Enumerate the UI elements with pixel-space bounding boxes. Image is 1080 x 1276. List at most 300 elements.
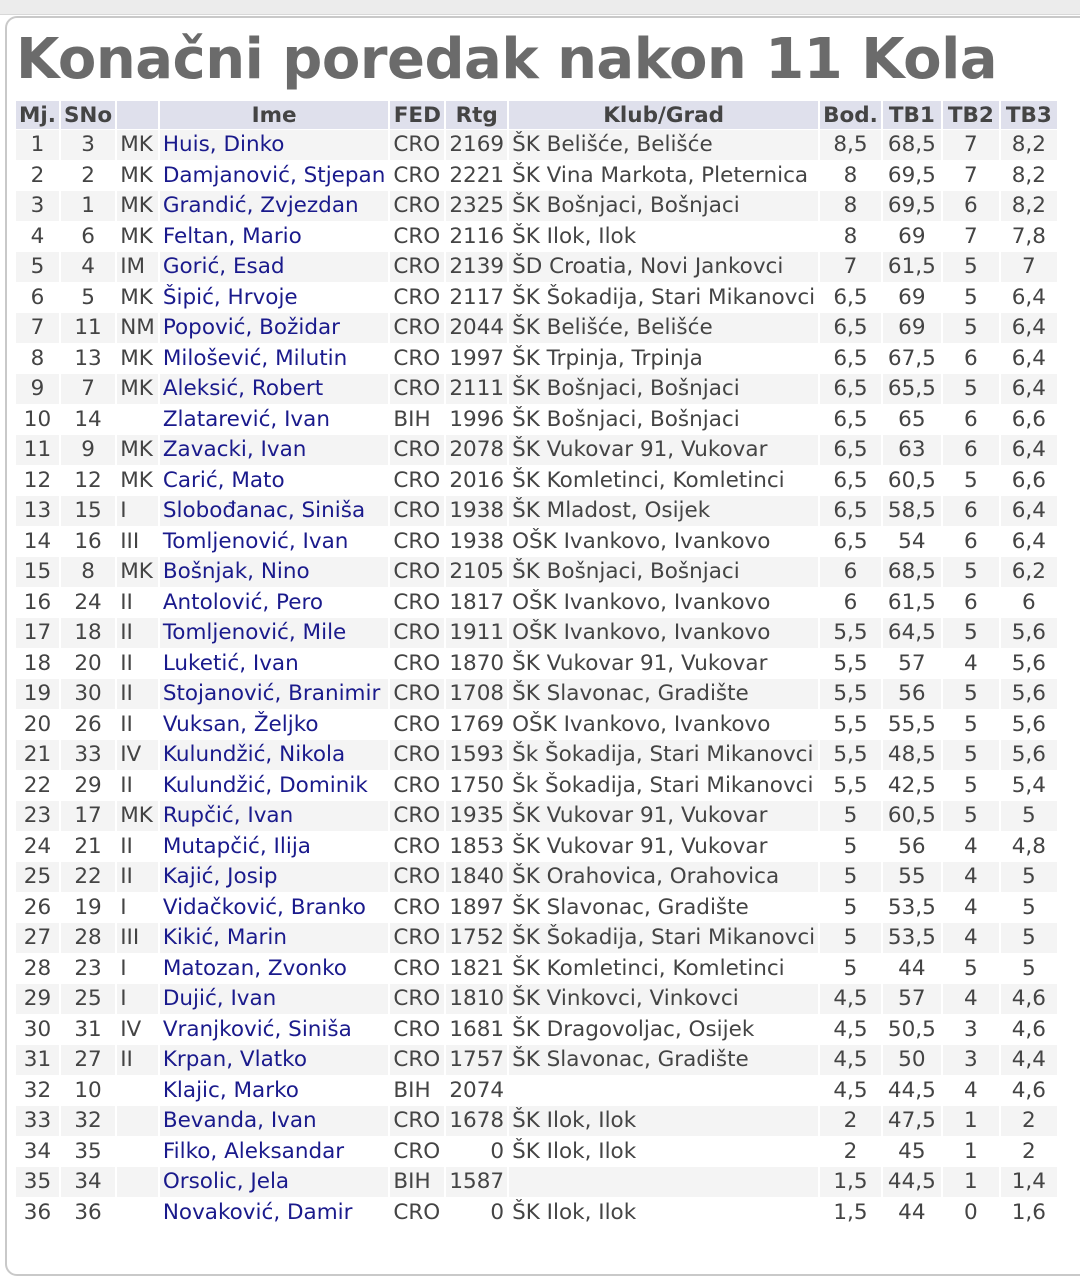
player-name-link[interactable]: Feltan, Mario [160,222,389,252]
cell-points: 4,5 [820,984,881,1014]
cell-tb1: 69,5 [883,191,941,221]
cell-club: Šk Šokadija, Stari Mikanovci [509,740,818,770]
header-title [117,101,158,129]
cell-sno: 10 [61,1076,115,1106]
cell-club: ŠK Vukovar 91, Vukovar [509,801,818,831]
cell-club: ŠK Šokadija, Stari Mikanovci [509,283,818,313]
table-row [16,466,1057,496]
cell-rank: 14 [16,527,59,557]
cell-title [117,1198,158,1228]
cell-rank: 31 [16,1045,59,1075]
cell-club: ŠK Orahovica, Orahovica [509,862,818,892]
cell-rating: 2221 [446,161,507,191]
cell-club: ŠK Bošnjaci, Bošnjaci [509,405,818,435]
cell-points: 5,5 [820,771,881,801]
cell-tb2: 5 [943,313,999,343]
cell-tb2: 7 [943,222,999,252]
cell-fed: CRO [390,1106,444,1136]
cell-tb2: 4 [943,984,999,1014]
cell-tb2: 5 [943,740,999,770]
header-sno: SNo [61,101,115,129]
cell-tb2: 6 [943,344,999,374]
cell-points: 8,5 [820,130,881,160]
cell-tb1: 44 [883,1198,941,1228]
cell-sno: 17 [61,801,115,831]
cell-title: II [117,710,158,740]
cell-points: 6,5 [820,374,881,404]
cell-rating: 2325 [446,191,507,221]
cell-sno: 4 [61,252,115,282]
cell-tb3: 5,6 [1001,618,1057,648]
cell-tb3: 6,4 [1001,527,1057,557]
table-row [16,191,1057,221]
cell-tb2: 5 [943,679,999,709]
table-row [16,1167,1057,1197]
cell-tb2: 4 [943,893,999,923]
cell-tb1: 56 [883,679,941,709]
cell-rating: 1840 [446,862,507,892]
header-tb3: TB3 [1001,101,1057,129]
cell-sno: 31 [61,1015,115,1045]
table-row [16,374,1057,404]
cell-title: IV [117,740,158,770]
cell-tb1: 69 [883,313,941,343]
cell-points: 8 [820,161,881,191]
cell-club: ŠK Ilok, Ilok [509,1137,818,1167]
cell-tb3: 5 [1001,954,1057,984]
cell-rank: 27 [16,923,59,953]
cell-tb1: 47,5 [883,1106,941,1136]
player-name-link[interactable]: Gorić, Esad [160,252,389,282]
cell-title: MK [117,161,158,191]
cell-rank: 19 [16,679,59,709]
cell-rating: 2016 [446,466,507,496]
cell-rank: 35 [16,1167,59,1197]
cell-points: 6,5 [820,435,881,465]
cell-title: I [117,893,158,923]
cell-tb3: 8,2 [1001,130,1057,160]
cell-rating: 1678 [446,1106,507,1136]
cell-rank: 10 [16,405,59,435]
cell-tb3: 6,4 [1001,344,1057,374]
cell-fed: CRO [390,954,444,984]
cell-tb2: 5 [943,618,999,648]
cell-points: 5 [820,923,881,953]
player-name-link[interactable]: Kulundžić, Nikola [160,740,389,770]
cell-rank: 34 [16,1137,59,1167]
cell-sno: 25 [61,984,115,1014]
player-name-link[interactable]: Vuksan, Željko [160,710,389,740]
cell-sno: 29 [61,771,115,801]
cell-rating: 1750 [446,771,507,801]
cell-sno: 20 [61,649,115,679]
cell-sno: 22 [61,862,115,892]
cell-rank: 11 [16,435,59,465]
cell-points: 8 [820,191,881,221]
cell-sno: 26 [61,710,115,740]
player-name-link[interactable]: Stojanović, Branimir [160,679,389,709]
cell-tb2: 6 [943,191,999,221]
cell-rating: 2044 [446,313,507,343]
player-name-link[interactable]: Luketić, Ivan [160,649,389,679]
cell-points: 8 [820,222,881,252]
cell-rating: 2117 [446,283,507,313]
cell-rating: 2074 [446,1076,507,1106]
cell-sno: 6 [61,222,115,252]
cell-points: 6,5 [820,405,881,435]
cell-rating: 1681 [446,1015,507,1045]
player-name-link[interactable]: Vidačković, Branko [160,893,389,923]
cell-sno: 28 [61,923,115,953]
cell-tb1: 61,5 [883,588,941,618]
cell-rank: 28 [16,954,59,984]
cell-tb3: 1,6 [1001,1198,1057,1228]
cell-rating: 2111 [446,374,507,404]
table-row [16,405,1057,435]
cell-rank: 12 [16,466,59,496]
cell-rating: 1853 [446,832,507,862]
player-name-link[interactable]: Carić, Mato [160,466,389,496]
cell-tb1: 64,5 [883,618,941,648]
cell-sno: 12 [61,466,115,496]
cell-tb1: 44,5 [883,1076,941,1106]
table-row [16,252,1057,282]
cell-rank: 8 [16,344,59,374]
cell-tb2: 5 [943,557,999,587]
cell-sno: 8 [61,557,115,587]
player-name-link[interactable]: Dujić, Ivan [160,984,389,1014]
cell-points: 6 [820,557,881,587]
cell-tb2: 5 [943,466,999,496]
cell-fed: CRO [390,862,444,892]
cell-tb2: 7 [943,161,999,191]
cell-club: ŠK Belišće, Belišće [509,130,818,160]
header-name: Ime [160,101,389,129]
cell-club [509,1167,818,1197]
cell-title: MK [117,374,158,404]
cell-sno: 1 [61,191,115,221]
cell-title: MK [117,435,158,465]
cell-club: ŠK Ilok, Ilok [509,222,818,252]
table-row [16,1137,1057,1167]
cell-points: 2 [820,1137,881,1167]
cell-tb1: 61,5 [883,252,941,282]
table-row [16,588,1057,618]
cell-fed: CRO [390,832,444,862]
cell-club: ŠK Vukovar 91, Vukovar [509,832,818,862]
cell-rank: 9 [16,374,59,404]
table-row [16,130,1057,160]
cell-title: II [117,771,158,801]
cell-club: Šk Šokadija, Stari Mikanovci [509,771,818,801]
cell-points: 6,5 [820,313,881,343]
cell-tb3: 1,4 [1001,1167,1057,1197]
cell-title [117,1106,158,1136]
cell-tb2: 5 [943,283,999,313]
table-row [16,1198,1057,1228]
player-name-link[interactable]: Tomljenović, Mile [160,618,389,648]
player-name-link[interactable]: Filko, Aleksandar [160,1137,389,1167]
cell-rating: 1911 [446,618,507,648]
cell-title [117,1137,158,1167]
player-name-link[interactable]: Rupčić, Ivan [160,801,389,831]
cell-fed: CRO [390,191,444,221]
cell-tb1: 50,5 [883,1015,941,1045]
cell-tb2: 5 [943,710,999,740]
cell-club: ŠK Ilok, Ilok [509,1198,818,1228]
cell-tb1: 63 [883,435,941,465]
cell-rank: 22 [16,771,59,801]
player-name-link[interactable]: Aleksić, Robert [160,374,389,404]
player-name-link[interactable]: Grandić, Zvjezdan [160,191,389,221]
cell-tb2: 4 [943,649,999,679]
player-name-link[interactable]: Zavacki, Ivan [160,435,389,465]
cell-sno: 23 [61,954,115,984]
cell-fed: CRO [390,313,444,343]
cell-title: MK [117,344,158,374]
cell-tb1: 53,5 [883,893,941,923]
cell-rating: 1769 [446,710,507,740]
cell-club: ŠK Vina Markota, Pleternica [509,161,818,191]
table-row [16,954,1057,984]
cell-rating: 1935 [446,801,507,831]
top-bar [0,0,1080,15]
cell-tb2: 3 [943,1045,999,1075]
cell-fed: CRO [390,984,444,1014]
cell-rating: 1817 [446,588,507,618]
table-header-row [16,101,1057,129]
table-row [16,1106,1057,1136]
cell-rating: 1757 [446,1045,507,1075]
cell-tb1: 68,5 [883,130,941,160]
cell-rating: 1593 [446,740,507,770]
cell-sno: 30 [61,679,115,709]
cell-fed: CRO [390,527,444,557]
table-row [16,771,1057,801]
cell-rank: 20 [16,710,59,740]
cell-club: ŠD Croatia, Novi Jankovci [509,252,818,282]
cell-tb3: 6,4 [1001,374,1057,404]
cell-tb3: 5 [1001,893,1057,923]
cell-title: II [117,1045,158,1075]
player-name-link[interactable]: Milošević, Milutin [160,344,389,374]
cell-tb1: 42,5 [883,771,941,801]
cell-title: III [117,527,158,557]
player-name-link[interactable]: Tomljenović, Ivan [160,527,389,557]
header-points: Bod. [820,101,881,129]
table-row [16,893,1057,923]
cell-title [117,1167,158,1197]
cell-tb1: 44,5 [883,1167,941,1197]
player-name-link[interactable]: Damjanović, Stjepan [160,161,389,191]
player-name-link[interactable]: Novaković, Damir [160,1198,389,1228]
cell-club: ŠK Bošnjaci, Bošnjaci [509,374,818,404]
cell-rating: 1997 [446,344,507,374]
player-name-link[interactable]: Vranjković, Siniša [160,1015,389,1045]
cell-points: 5 [820,862,881,892]
cell-points: 4,5 [820,1045,881,1075]
cell-tb2: 1 [943,1137,999,1167]
cell-title: I [117,984,158,1014]
cell-points: 1,5 [820,1198,881,1228]
cell-points: 5,5 [820,710,881,740]
cell-title: I [117,954,158,984]
cell-tb3: 6 [1001,588,1057,618]
player-name-link[interactable]: Kulundžić, Dominik [160,771,389,801]
cell-tb1: 60,5 [883,466,941,496]
cell-rating: 2169 [446,130,507,160]
cell-title: MK [117,191,158,221]
cell-tb1: 69 [883,283,941,313]
cell-title: II [117,862,158,892]
cell-rank: 36 [16,1198,59,1228]
cell-rank: 25 [16,862,59,892]
cell-tb3: 7 [1001,252,1057,282]
cell-fed: CRO [390,283,444,313]
table-row [16,740,1057,770]
cell-title: I [117,496,158,526]
player-name-link[interactable]: Kajić, Josip [160,862,389,892]
table-row [16,710,1057,740]
cell-rating: 1708 [446,679,507,709]
cell-tb3: 2 [1001,1137,1057,1167]
table-row [16,862,1057,892]
cell-fed: CRO [390,1198,444,1228]
cell-rank: 3 [16,191,59,221]
cell-fed: CRO [390,679,444,709]
cell-club: ŠK Vinkovci, Vinkovci [509,984,818,1014]
cell-fed: CRO [390,649,444,679]
cell-fed: CRO [390,1137,444,1167]
cell-fed: CRO [390,466,444,496]
cell-points: 5 [820,954,881,984]
cell-points: 5,5 [820,740,881,770]
player-name-link[interactable]: Zlatarević, Ivan [160,405,389,435]
cell-tb1: 50 [883,1045,941,1075]
page-title: Konačni poredak nakon 11 Kola [16,27,998,92]
cell-points: 4,5 [820,1015,881,1045]
cell-rating: 2139 [446,252,507,282]
player-name-link[interactable]: Mutapčić, Ilija [160,832,389,862]
table-row [16,1015,1057,1045]
cell-fed: CRO [390,771,444,801]
cell-club: ŠK Dragovoljac, Osijek [509,1015,818,1045]
cell-tb2: 7 [943,130,999,160]
table-row [16,1076,1057,1106]
table-row [16,679,1057,709]
cell-tb1: 55 [883,862,941,892]
cell-tb3: 6,4 [1001,283,1057,313]
cell-tb3: 6,2 [1001,557,1057,587]
cell-rank: 17 [16,618,59,648]
cell-tb2: 1 [943,1167,999,1197]
table-row [16,161,1057,191]
cell-club [509,1076,818,1106]
cell-club: ŠK Mladost, Osijek [509,496,818,526]
cell-tb3: 5 [1001,862,1057,892]
player-name-link[interactable]: Klajic, Marko [160,1076,389,1106]
cell-rating: 1938 [446,527,507,557]
cell-fed: CRO [390,893,444,923]
cell-club: ŠK Ilok, Ilok [509,1106,818,1136]
cell-tb2: 5 [943,954,999,984]
cell-tb1: 60,5 [883,801,941,831]
cell-sno: 19 [61,893,115,923]
cell-sno: 24 [61,588,115,618]
cell-title: II [117,588,158,618]
cell-club: ŠK Slavonac, Gradište [509,1045,818,1075]
table-row [16,649,1057,679]
player-name-link[interactable]: Matozan, Zvonko [160,954,389,984]
cell-fed: CRO [390,923,444,953]
table-row [16,832,1057,862]
player-name-link[interactable]: Antolović, Pero [160,588,389,618]
cell-title: MK [117,801,158,831]
header-fed: FED [390,101,444,129]
cell-points: 5,5 [820,649,881,679]
player-name-link[interactable]: Slobođanac, Siniša [160,496,389,526]
player-name-link[interactable]: Bevanda, Ivan [160,1106,389,1136]
cell-fed: BIH [390,405,444,435]
cell-title: II [117,832,158,862]
cell-rating: 2116 [446,222,507,252]
cell-club: ŠK Vukovar 91, Vukovar [509,649,818,679]
cell-rank: 18 [16,649,59,679]
cell-rating: 1752 [446,923,507,953]
cell-tb1: 65 [883,405,941,435]
cell-rank: 24 [16,832,59,862]
cell-points: 6 [820,588,881,618]
cell-fed: CRO [390,588,444,618]
table-row [16,435,1057,465]
cell-points: 1,5 [820,1167,881,1197]
cell-tb1: 69,5 [883,161,941,191]
cell-tb2: 4 [943,832,999,862]
cell-fed: CRO [390,618,444,648]
cell-club: ŠK Šokadija, Stari Mikanovci [509,923,818,953]
cell-tb3: 4,8 [1001,832,1057,862]
cell-rating: 1996 [446,405,507,435]
cell-tb3: 5 [1001,801,1057,831]
header-tb2: TB2 [943,101,999,129]
player-name-link[interactable]: Šipić, Hrvoje [160,283,389,313]
cell-rating: 1938 [446,496,507,526]
player-name-link[interactable]: Bošnjak, Nino [160,557,389,587]
cell-rating: 1810 [446,984,507,1014]
cell-sno: 27 [61,1045,115,1075]
cell-club: ŠK Komletinci, Komletinci [509,466,818,496]
player-name-link[interactable]: Krpan, Vlatko [160,1045,389,1075]
cell-title: MK [117,557,158,587]
player-name-link[interactable]: Kikić, Marin [160,923,389,953]
player-name-link[interactable]: Huis, Dinko [160,130,389,160]
cell-tb3: 5,6 [1001,649,1057,679]
cell-tb1: 48,5 [883,740,941,770]
cell-fed: CRO [390,130,444,160]
cell-rank: 15 [16,557,59,587]
cell-tb1: 53,5 [883,923,941,953]
cell-tb1: 56 [883,832,941,862]
cell-sno: 5 [61,283,115,313]
cell-points: 5,5 [820,679,881,709]
cell-points: 5,5 [820,618,881,648]
player-name-link[interactable]: Popović, Božidar [160,313,389,343]
header-tb1: TB1 [883,101,941,129]
table-row [16,313,1057,343]
cell-tb1: 54 [883,527,941,557]
player-name-link[interactable]: Orsolic, Jela [160,1167,389,1197]
cell-rank: 33 [16,1106,59,1136]
